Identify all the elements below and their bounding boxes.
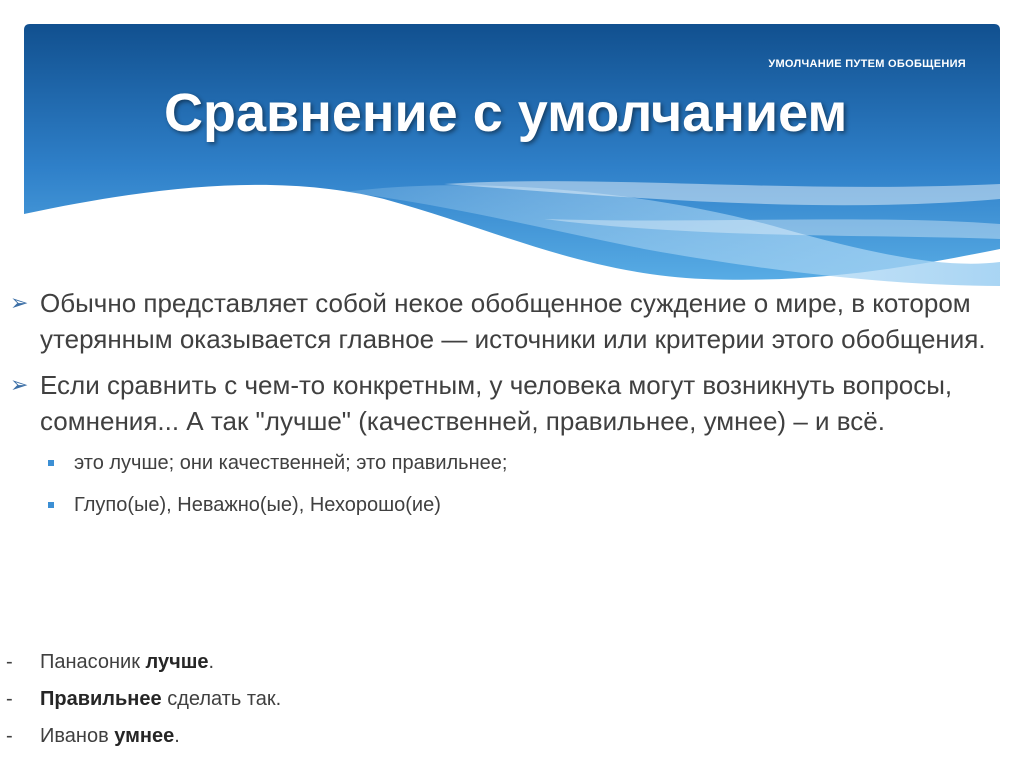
sub-bullet-item (10, 449, 1014, 477)
content-area (10, 285, 1014, 533)
arrow-bullet-icon: ➢ (10, 290, 29, 315)
example-item (6, 648, 1006, 676)
slide-header (24, 24, 1000, 286)
sub-bullet-text: это лучше; они качественней; это правильнее; (74, 452, 508, 474)
example-text-end: сделать так. (161, 688, 282, 710)
example-emphasis: Правильнее (40, 688, 162, 710)
arrow-bullet-icon: ➢ (10, 372, 29, 397)
example-text: Панасоник (40, 651, 146, 673)
example-emphasis: умнее (114, 725, 175, 747)
example-list (6, 648, 1006, 759)
bullet-text: Обычно представляет собой некое обобщенное суждение о мире, в котором утерянным оказывается главное — источники или критерии этого обобщения. (40, 288, 986, 354)
square-bullet-icon (48, 460, 54, 466)
dash-marker: - (6, 688, 13, 710)
bullet-text: Если сравнить с чем-то конкретным, у человека могут возникнуть вопросы, сомнения... А так "лучше" (качественней, правильнее, умнее) – и всё. (40, 370, 953, 436)
example-text: Иванов (40, 725, 115, 747)
sub-bullet-text: Глупо(ые), Неважно(ые), Нехорошо(ие) (74, 494, 441, 516)
example-item (6, 722, 1006, 750)
section-label: УМОЛЧАНИЕ ПУТЕМ ОБОБЩЕНИЯ (768, 58, 966, 70)
sub-bullet-item (10, 491, 1014, 519)
bullet-item (10, 367, 1014, 439)
example-text-end: . (208, 651, 215, 673)
example-emphasis: лучше (145, 651, 209, 673)
square-bullet-icon (48, 502, 54, 508)
example-item (6, 685, 1006, 713)
dash-marker: - (6, 651, 13, 673)
example-text-end: . (174, 725, 180, 747)
bullet-item (10, 285, 1014, 357)
dash-marker: - (6, 725, 13, 747)
slide-title: Сравнение с умолчанием (164, 83, 848, 143)
